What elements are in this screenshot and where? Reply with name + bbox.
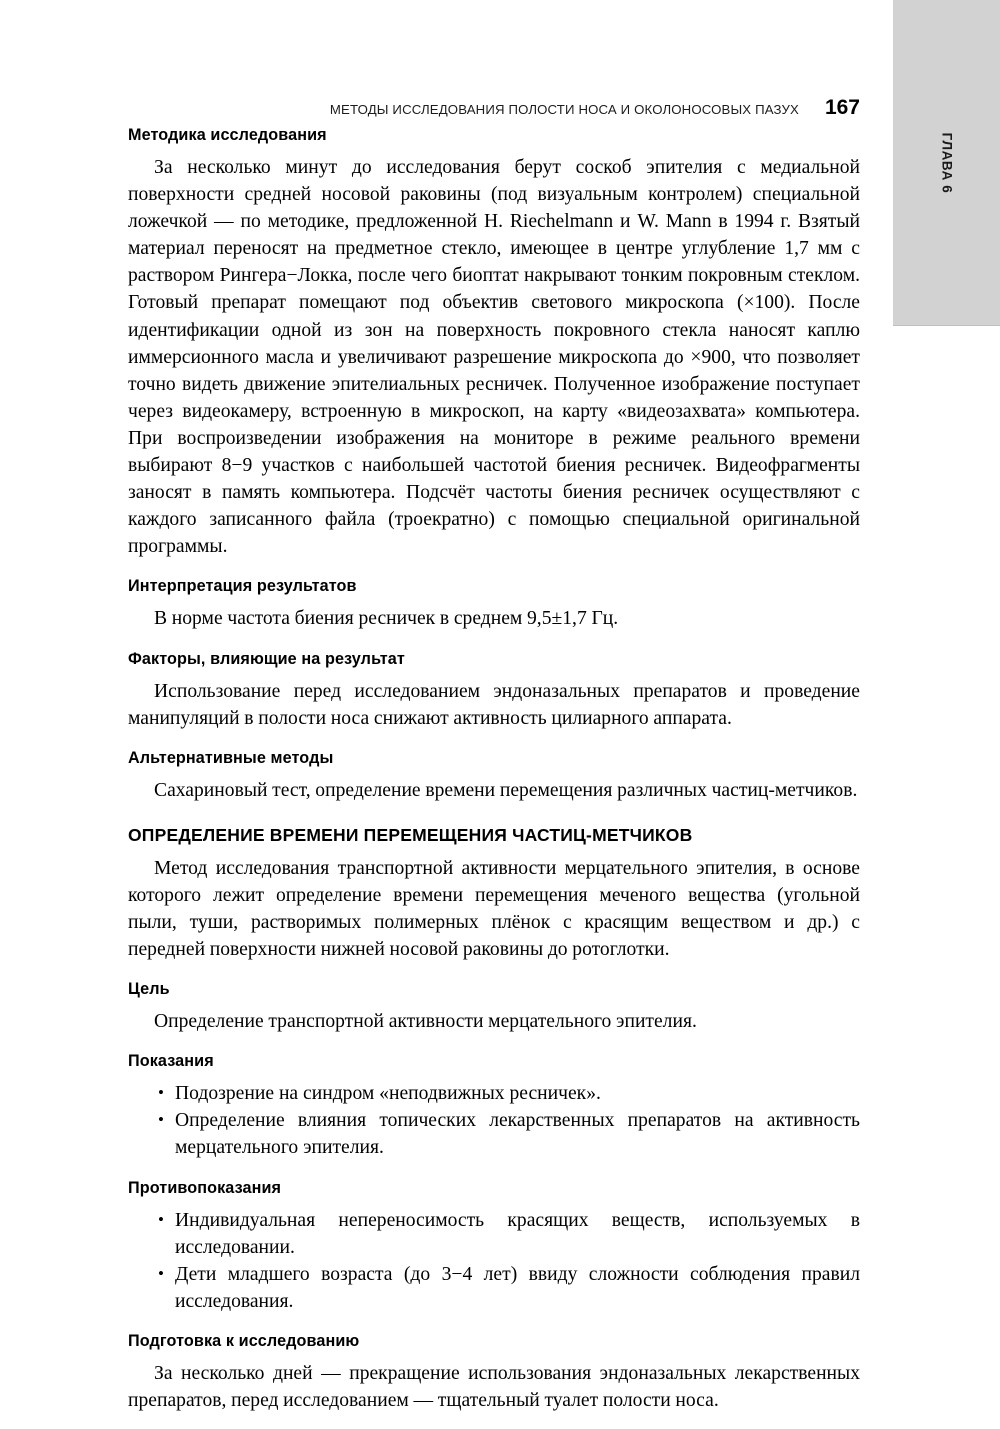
paragraph-opredelenie: Метод исследования транспортной активности мерцательного эпителия, в основе которого лежит определение времени перемещения меченого вещества (угольной пыли, туши, растворимых полимерных плёнок с красящим веществом и др.) с передней поверхности нижней носовой раковины до ротоглотки.	[128, 857, 860, 961]
spacer	[128, 669, 860, 678]
heading-faktory: Факторы, влияющие на результат	[128, 649, 405, 668]
paragraph-interpretaciya: В норме частота биения ресничек в среднем 9,5±1,7 Гц.	[154, 608, 619, 630]
page-number: 167	[824, 96, 860, 119]
running-head	[128, 96, 860, 126]
spacer	[128, 1162, 860, 1179]
spacer	[128, 999, 860, 1008]
paragraph-cel: Определение транспортной активности мерцательного эпителия.	[154, 1011, 697, 1033]
running-head-title: МЕТОДЫ ИССЛЕДОВАНИЯ ПОЛОСТИ НОСА И ОКОЛОНОСОВЫХ ПАЗУХ	[329, 102, 799, 117]
spacer	[128, 1035, 860, 1052]
list-pokazaniya	[128, 1080, 860, 1161]
list-protivopokazaniya	[128, 1207, 860, 1315]
paragraph-podgotovka: За несколько дней — прекращение использования эндоназальных лекарственных препаратов, перед исследованием — тщательный туалет полости носа.	[128, 1362, 860, 1411]
heading-metodika: Методика исследования	[128, 126, 327, 144]
heading-protivopokazaniya: Противопоказания	[128, 1178, 282, 1197]
heading-alternativnye: Альтернативные методы	[128, 748, 334, 767]
chapter-tab-label: ГЛАВА 6	[939, 132, 954, 193]
spacer	[128, 1315, 860, 1332]
heading-cel: Цель	[128, 980, 170, 999]
heading-interpretaciya: Интерпретация результатов	[128, 577, 357, 596]
list-item: • Дети младшего возраста (до 3−4 лет) ввиду сложности соблюдения правил исследования.	[128, 1261, 860, 1315]
paragraph-faktory: Использование перед исследованием эндоназальных препаратов и проведение манипуляций в полости носа снижают активность цилиарного аппарата.	[128, 680, 860, 729]
spacer	[128, 732, 860, 749]
spacer	[128, 846, 860, 855]
spacer	[128, 560, 860, 577]
spacer	[128, 1351, 860, 1360]
spacer	[128, 633, 860, 650]
spacer	[128, 963, 860, 980]
paragraph-alternativnye: Сахариновый тест, определение времени перемещения различных частиц-метчиков.	[154, 779, 858, 801]
heading-podgotovka: Подготовка к исследованию	[128, 1331, 360, 1350]
spacer	[128, 1198, 860, 1207]
spacer	[128, 145, 860, 154]
heading-pokazaniya: Показания	[128, 1052, 214, 1071]
list-item: • Определение влияния топических лекарственных препаратов на активность мерцательного эпителия.	[128, 1107, 860, 1161]
spacer	[128, 804, 860, 825]
spacer	[128, 768, 860, 777]
heading-opredelenie: ОПРЕДЕЛЕНИЕ ВРЕМЕНИ ПЕРЕМЕЩЕНИЯ ЧАСТИЦ-МЕТЧИКОВ	[128, 824, 693, 845]
spacer	[128, 596, 860, 605]
list-item: • Подозрение на синдром «неподвижных ресничек».	[128, 1080, 860, 1107]
page-content	[128, 96, 860, 1414]
list-item: • Индивидуальная непереносимость красящих веществ, используемых в исследовании.	[128, 1207, 860, 1261]
spacer	[128, 1071, 860, 1080]
paragraph-metodika: За несколько минут до исследования берут соскоб эпителия с медиальной поверхности средней носовой раковины (под визуальным контролем) специальной ложечкой — по методике, предложенной H. Riechelmann и W. Mann в 1994 г. Взятый материал переносят на предметное стекло, имеющее в центре углубление 1,7 мм с раствором Рингера−Локка, после чего биоптат накрывают тонким покровным стеклом. Готовый препарат помещают под объектив светового микроскопа (×100). После идентификации одной из зон на поверхность покровного стекла наносят каплю иммерсионного масла и увеличивают разрешение микроскопа до ×900, что позволяет точно видеть движение эпителиальных ресничек. Полученное изображение поступает через видеокамеру, встроенную в микроскоп, на карту «видеозахвата» компьютера. При воспроизведении изображения на мониторе в режиме реального времени выбирают 8−9 участков с наибольшей частотой биения ресничек. Видеофрагменты заносят в память компьютера. Подсчёт частоты биения ресничек осуществляют с каждого записанного файла (троекратно) с помощью специальной оригинальной программы.	[128, 157, 860, 558]
chapter-tab	[893, 0, 1000, 326]
